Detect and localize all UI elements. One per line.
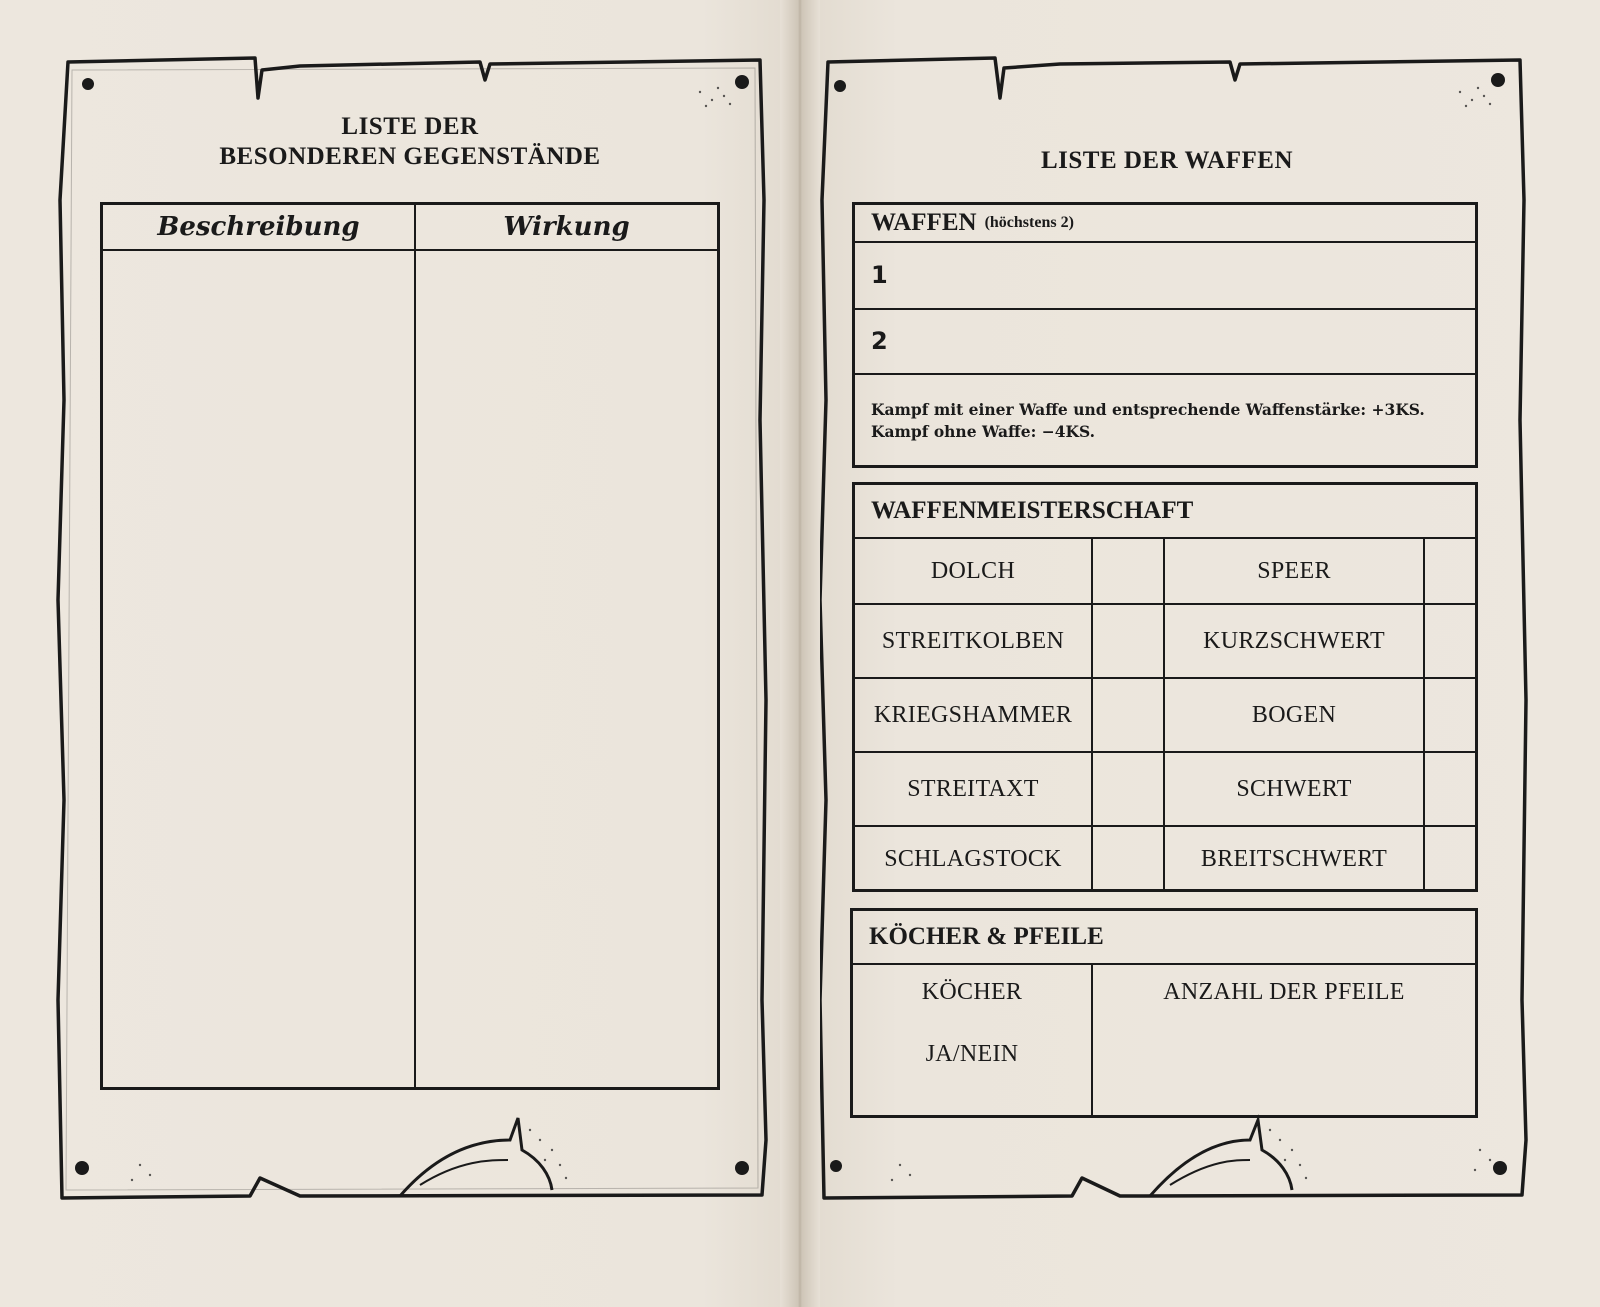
left-page — [0, 0, 780, 1307]
weapons-divider-3 — [855, 373, 1475, 375]
weapons-note-line-1: Kampf mit einer Waffe und entsprechende Waffenstärke: +3KS. — [871, 400, 1425, 419]
column-description — [103, 205, 416, 1087]
mastery-heading: WAFFENMEISTERSCHAFT — [871, 497, 1194, 524]
mastery-vline-3 — [1423, 537, 1425, 889]
title-line-2: BESONDEREN GEGENSTÄNDE — [219, 143, 601, 170]
mastery-vline-1 — [1091, 537, 1093, 889]
mastery-weapon: KRIEGSHAMMER — [873, 701, 1073, 728]
special-items-table — [100, 202, 720, 1090]
book-gutter — [780, 0, 820, 1307]
weapons-divider-2 — [855, 308, 1475, 310]
mastery-weapon: STREITAXT — [907, 775, 1039, 802]
mastery-weapon: KURZSCHWERT — [1203, 627, 1385, 654]
right-page-title: LISTE DER WAFFEN — [1040, 147, 1294, 174]
weapons-heading — [855, 205, 1475, 241]
mastery-weapon: SPEER — [1257, 557, 1331, 584]
weapons-note-line-2: Kampf ohne Waffe: −4KS. — [871, 422, 1096, 441]
weapon-slot-1: 1 — [871, 261, 888, 289]
right-page — [820, 0, 1600, 1307]
quiver-box — [850, 908, 1478, 1118]
weapons-heading-note: (höchstens 2) — [984, 214, 1074, 231]
mastery-weapon: SCHWERT — [1236, 775, 1352, 802]
weapons-heading-label: WAFFEN — [871, 209, 977, 236]
weapons-box — [852, 202, 1478, 468]
mastery-weapon: BREITSCHWERT — [1200, 845, 1388, 872]
left-page-title — [100, 112, 720, 172]
mastery-box — [852, 482, 1478, 892]
title-line-1: LISTE DER — [341, 113, 479, 140]
quiver-yes-no: JA/NEIN — [925, 1040, 1019, 1067]
column-header-description: Beschreibung — [103, 205, 414, 251]
weapons-divider-1 — [855, 241, 1475, 243]
mastery-weapon: DOLCH — [930, 557, 1016, 584]
mastery-weapon: SCHLAGSTOCK — [884, 845, 1062, 872]
mastery-weapon: BOGEN — [1251, 701, 1337, 728]
arrow-count-label: ANZAHL DER PFEILE — [1163, 978, 1405, 1005]
quiver-heading: KÖCHER & PFEILE — [869, 923, 1104, 950]
quiver-label: KÖCHER — [921, 978, 1023, 1005]
column-header-effect: Wirkung — [416, 205, 717, 251]
mastery-weapon: STREITKOLBEN — [881, 627, 1065, 654]
weapon-slot-2: 2 — [871, 327, 888, 355]
quiver-divider — [853, 963, 1475, 965]
column-effect — [416, 205, 717, 1087]
weapons-note — [871, 399, 1425, 443]
